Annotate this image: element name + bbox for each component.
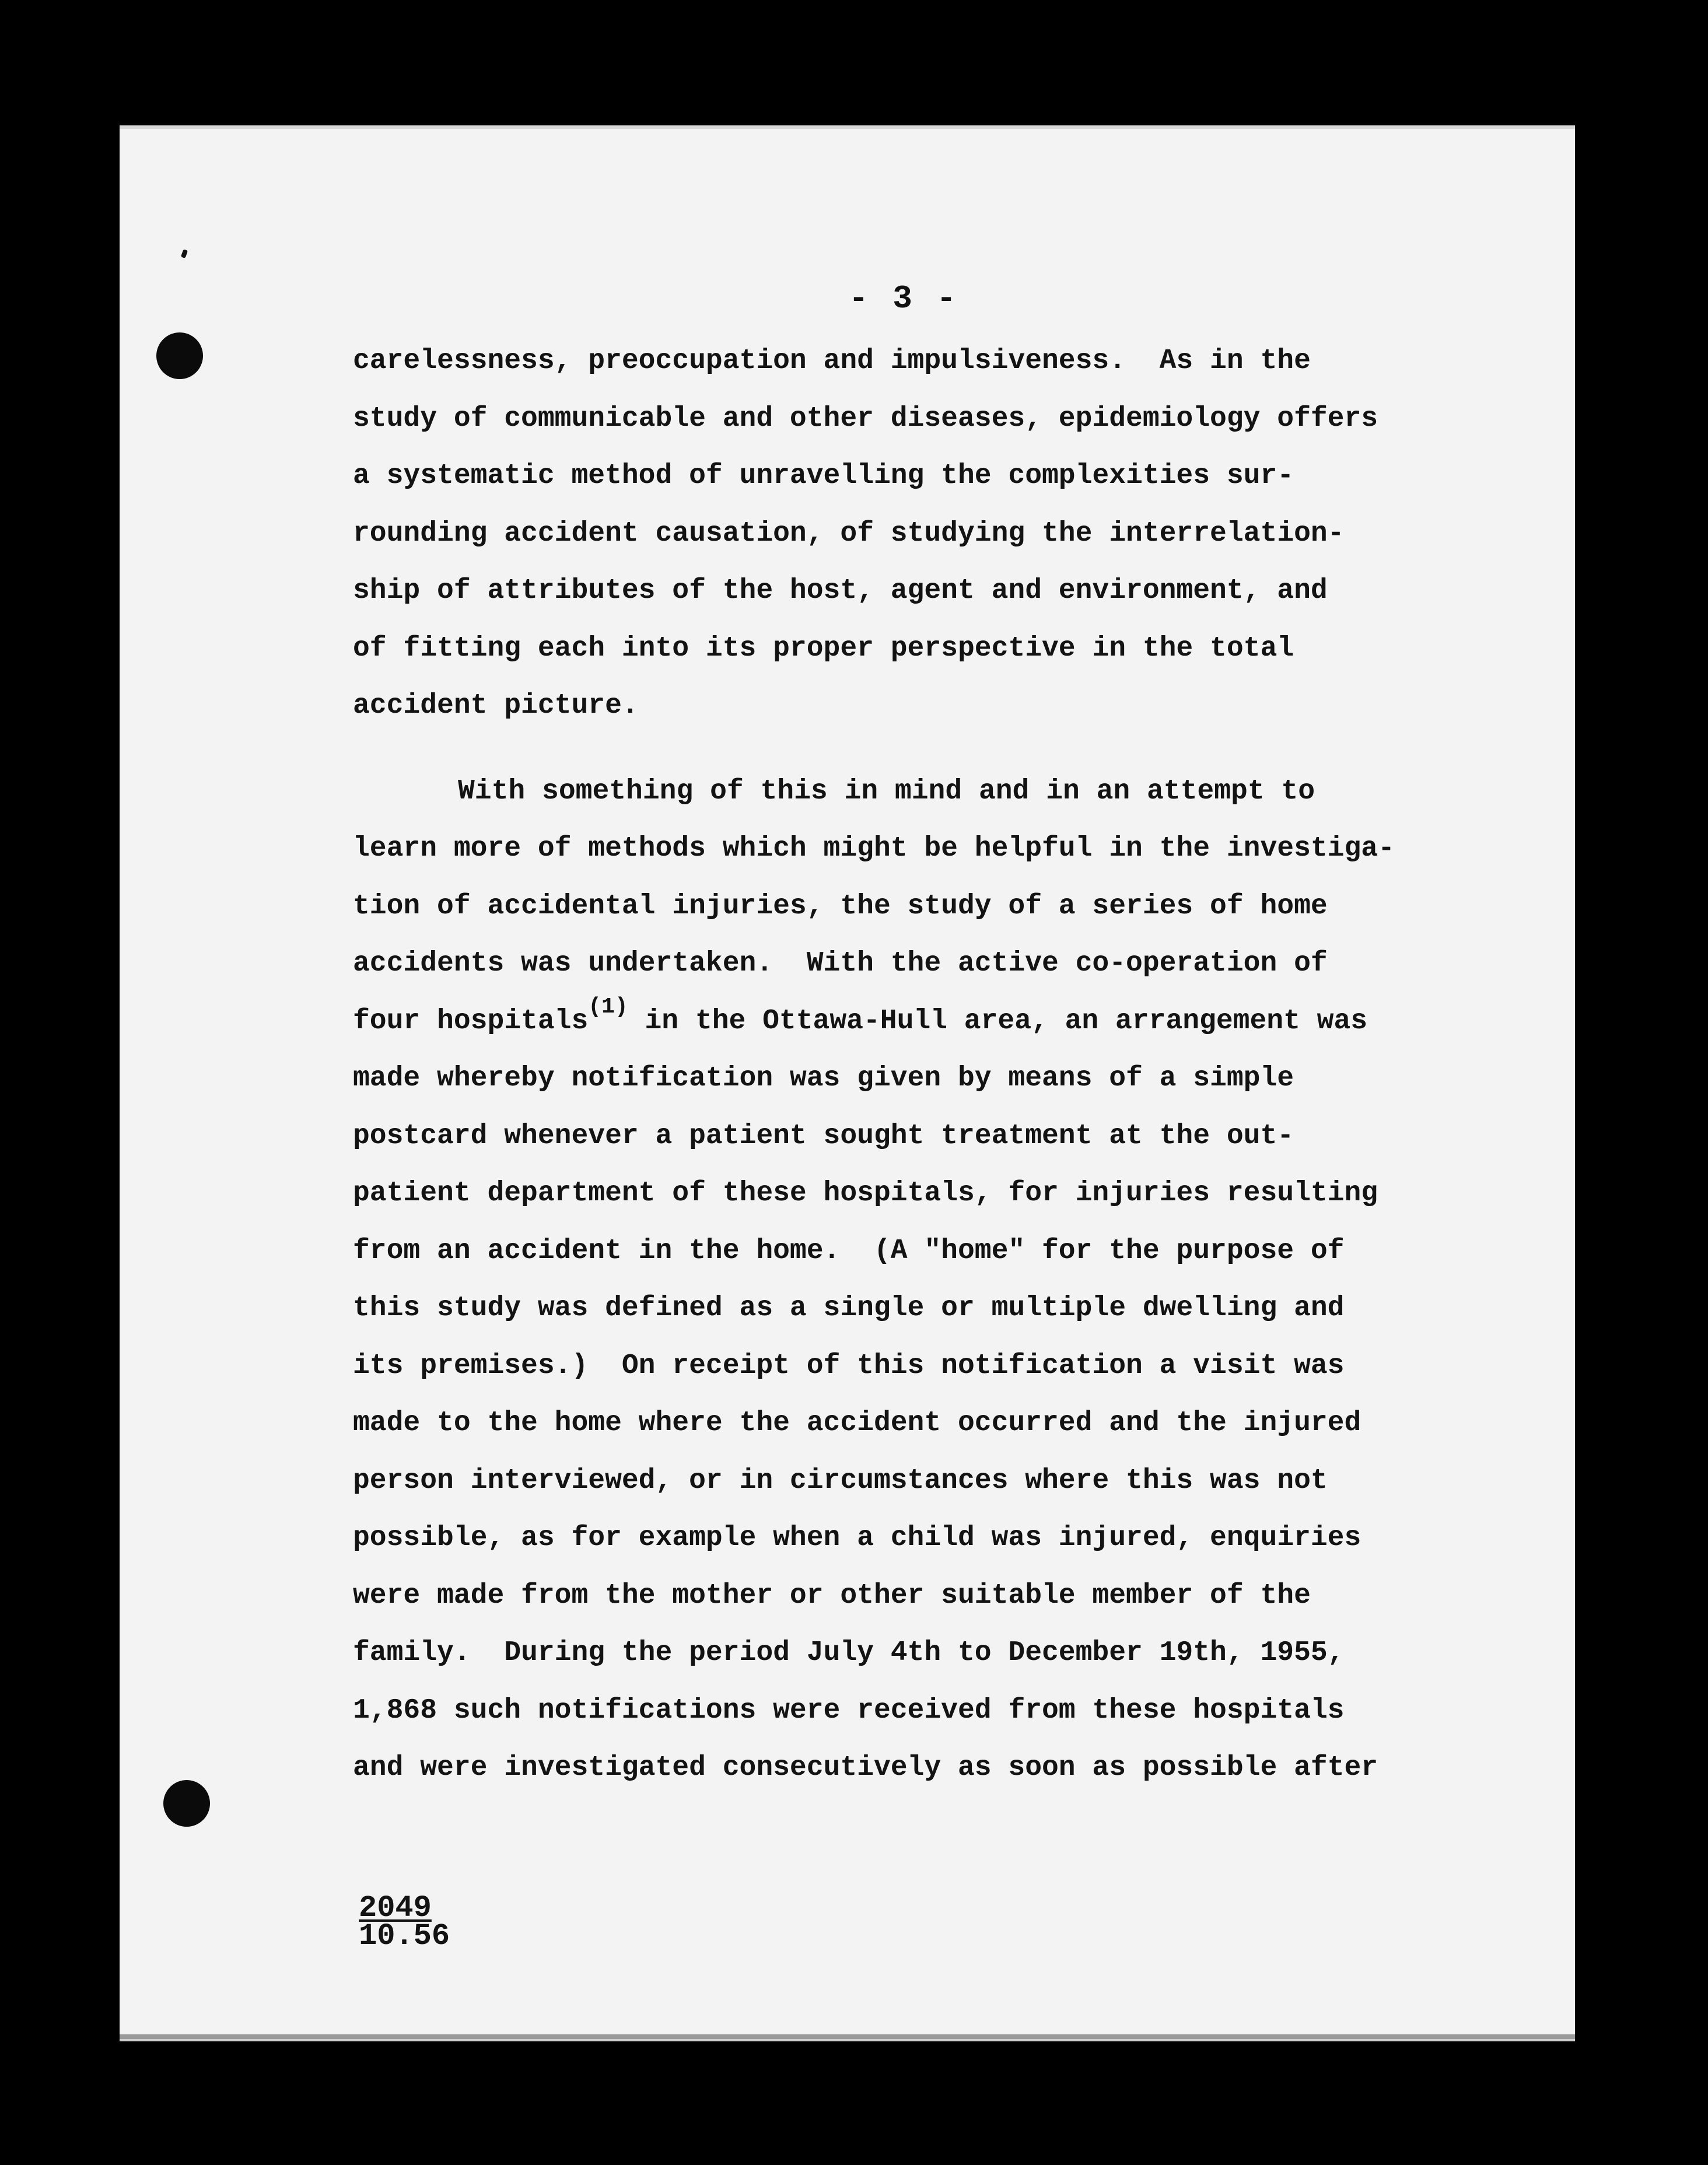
text-line: made whereby notification was given by means of a simple <box>353 1063 1294 1094</box>
text-line: possible, as for example when a child was injured, enquiries <box>353 1522 1362 1554</box>
paragraph-2 <box>353 763 1520 1797</box>
form-number-top: 2049 <box>359 1891 432 1925</box>
text-line: carelessness, preoccupation and impulsiveness. As in the <box>353 345 1311 377</box>
text-line <box>353 763 1520 821</box>
text-line: patient department of these hospitals, for injuries resulting <box>353 1178 1378 1209</box>
form-number <box>359 1891 450 1953</box>
punch-hole-top <box>156 332 203 379</box>
text-line: rounding accident causation, of studying the interrelation- <box>353 517 1345 549</box>
text-line: accident picture. <box>353 690 639 721</box>
page-bottom-edge <box>120 2034 1575 2039</box>
text-line: this study was defined as a single or multiple dwelling and <box>353 1292 1345 1324</box>
text-line: 1,868 such notifications were received from these hospitals <box>353 1694 1345 1726</box>
text-line: family. During the period July 4th to December 19th, 1955, <box>353 1637 1345 1669</box>
text-line-content: in the Ottawa-Hull area, an arrangement was <box>628 1005 1368 1037</box>
text-line-content: four hospitals <box>353 1005 589 1037</box>
text-line: tion of accidental injuries, the study of a series of home <box>353 890 1328 922</box>
text-line: person interviewed, or in circumstances where this was not <box>353 1465 1328 1497</box>
text-line-with-footnote <box>353 993 1520 1050</box>
text-line-content: With something of this in mind and in an attempt to <box>458 775 1315 807</box>
paragraph-1 <box>353 332 1520 735</box>
form-number-bottom: 10.56 <box>359 1919 450 1953</box>
text-line: and were investigated consecutively as soon as possible after <box>353 1752 1378 1784</box>
text-line: made to the home where the accident occurred and the injured <box>353 1407 1362 1439</box>
text-line: of fitting each into its proper perspective in the total <box>353 632 1294 664</box>
text-line: its premises.) On receipt of this notification a visit was <box>353 1350 1345 1382</box>
text-line: were made from the mother or other suitable member of the <box>353 1579 1311 1612</box>
text-line: learn more of methods which might be helpful in the investiga- <box>353 833 1395 864</box>
text-line: postcard whenever a patient sought treatment at the out- <box>353 1120 1294 1152</box>
body-text <box>353 332 1520 1797</box>
text-line: from an accident in the home. (A "home" for the purpose of <box>353 1235 1345 1267</box>
text-line: ship of attributes of the host, agent and environment, and <box>353 575 1328 607</box>
text-line: accidents was undertaken. With the active co-operation of <box>353 948 1328 979</box>
punch-hole-bottom <box>163 1780 210 1827</box>
footnote-reference: (1) <box>588 994 628 1020</box>
text-line: a systematic method of unravelling the complexities sur- <box>353 460 1294 492</box>
text-line: study of communicable and other diseases, epidemiology offers <box>353 402 1378 435</box>
page-number: - 3 - <box>849 280 959 317</box>
